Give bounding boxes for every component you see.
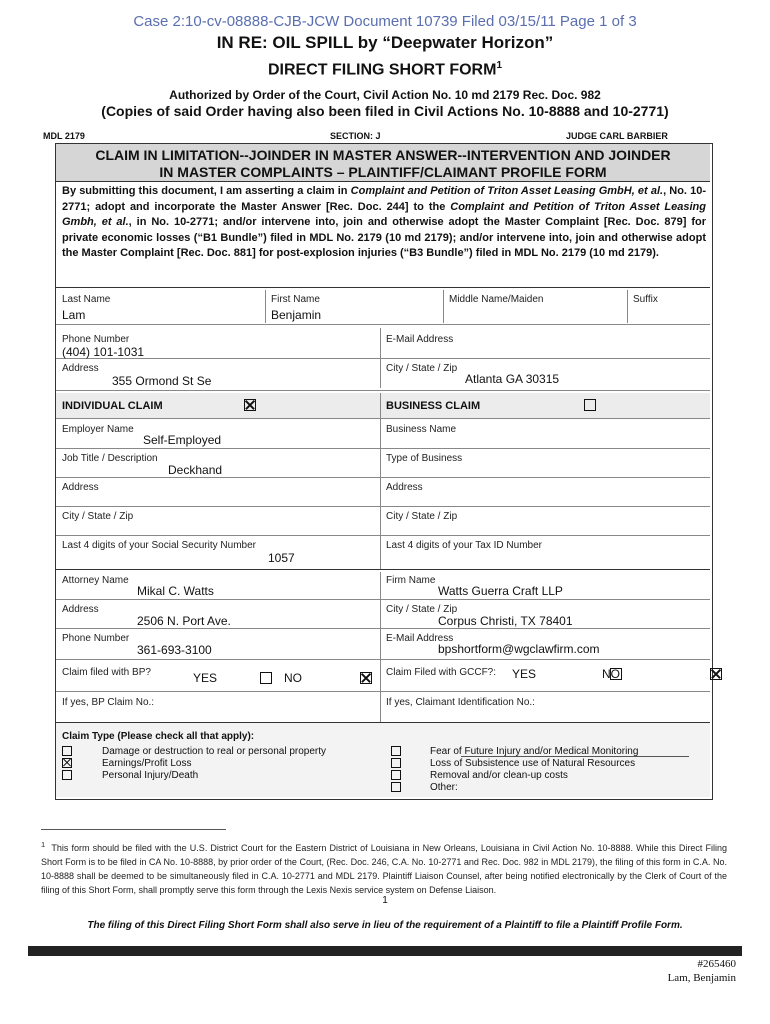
attorney-address-label: Address xyxy=(62,604,99,615)
intro-italic-1: Complaint and Petition of Triton Asset Leasing GmbH, et al. xyxy=(350,185,664,197)
individual-claim-label: INDIVIDUAL CLAIM xyxy=(62,400,163,412)
first-name-label: First Name xyxy=(271,294,320,305)
filing-note: The filing of this Direct Filing Short Form shall also serve in lieu of the requirement of a Plaintiff to file a Plaintiff Profile Form. xyxy=(87,920,683,931)
footnote-rule xyxy=(41,829,226,830)
phone-label: Phone Number xyxy=(62,334,130,345)
footnote-text: This form should be filed with the U.S. District Court for the Eastern District of Louisiana in New Orleans, Louisiana in Civil Action No. 10-8888. While this Direct Filing Short Form is to be filed in CA No. 10-8888, by prior order of the Court, (Rec. Doc. 246, C.A. No. 10-2771 and Rec. Doc. 982 in MDL 2179), the filing of this form in C.A. No. 10-8888 shall be deemed to be simultaneously filed in C.A. 10-2771 and MDL 2179. Plaintiff Liaison Counsel, after being notified electronically by the Clerk of Court of the filing of this Short Form, shall promptly serve this form through the Lexis Nexis service system on Defense Liaison. xyxy=(41,843,727,895)
form-title-footnote-mark: 1 xyxy=(496,60,502,71)
address-label: Address xyxy=(62,363,99,374)
page-number: 1 xyxy=(382,895,388,906)
business-claim-label: BUSINESS CLAIM xyxy=(386,400,481,412)
divider xyxy=(56,659,710,660)
attorney-email-field[interactable]: bpshortform@wgclawfirm.com xyxy=(438,642,600,656)
divider xyxy=(56,506,710,507)
attorney-phone-field[interactable]: 361-693-3100 xyxy=(137,643,212,657)
last-name-label: Last Name xyxy=(62,294,111,305)
business-claim-checkbox[interactable] xyxy=(584,399,596,411)
divider xyxy=(56,599,710,600)
divider xyxy=(443,290,444,323)
firm-name-field[interactable]: Watts Guerra Craft LLP xyxy=(438,584,563,598)
claim-type-label: Fear of Future Injury and/or Medical Monitoring xyxy=(430,746,639,757)
business-type-label: Type of Business xyxy=(386,453,463,464)
divider xyxy=(56,358,710,359)
claimant-id-label: If yes, Claimant Identification No.: xyxy=(386,697,535,708)
case-header: Case 2:10-cv-08888-CJB-JCW Document 10739 Filed 03/15/11 Page 1 of 3 xyxy=(133,13,637,30)
ssn-label: Last 4 digits of your Social Security Number xyxy=(62,540,256,551)
email-label: E-Mail Address xyxy=(386,334,454,345)
reference-number: #265460 xyxy=(697,958,736,970)
divider xyxy=(56,628,710,629)
ssn-field[interactable]: 1057 xyxy=(268,551,295,565)
bp-claim-label: Claim filed with BP? xyxy=(62,667,151,678)
attorney-address-field[interactable]: 2506 N. Port Ave. xyxy=(137,614,231,628)
document-title: IN RE: OIL SPILL by “Deepwater Horizon” xyxy=(216,33,554,52)
claim-type-checkbox[interactable] xyxy=(62,746,72,756)
form-title-text: DIRECT FILING SHORT FORM xyxy=(268,61,497,79)
gccf-no-label: NO xyxy=(602,667,620,681)
intro-italic-2: Complaint and Petition of Triton Asset Leasing Gmbh, et al. xyxy=(62,200,706,228)
divider xyxy=(265,290,266,323)
footnote-mark: 1 xyxy=(41,840,46,849)
bp-claim-number-label: If yes, BP Claim No.: xyxy=(62,697,155,708)
divider xyxy=(380,393,381,569)
footer-bar xyxy=(28,946,742,956)
intro-text-3: , in No. 10-2771; and/or intervene into, join and otherwise adopt the Master Complaint [Rec. Doc. 879] for private economic losses (“B1 Bundle”) filed in MDL No. 2179 (10 md 2179); and/or intervene into, join and otherwise adopt the Master Complaint [Rec. Doc. 881] for post-explosion injuries (“B3 Bundle”) filed in MDL No. 2179 (10 md 2179). xyxy=(62,216,706,259)
divider xyxy=(56,569,710,570)
claim-heading-line2: IN MASTER COMPLAINTS – PLAINTIFF/CLAIMANT PROFILE FORM xyxy=(159,164,607,180)
business-address-label: Address xyxy=(386,482,423,493)
first-name-field[interactable]: Benjamin xyxy=(271,308,322,322)
divider xyxy=(380,572,381,722)
individual-claim-checkbox[interactable] xyxy=(244,399,256,411)
claim-heading xyxy=(56,144,710,182)
city-field[interactable]: Atlanta GA 30315 xyxy=(465,372,560,386)
other-claim-input[interactable] xyxy=(461,756,689,757)
bp-yes-label: YES xyxy=(193,671,218,685)
claim-type-label: Damage or destruction to real or personal property xyxy=(102,746,327,757)
middle-name-label: Middle Name/Maiden xyxy=(449,294,544,305)
bp-no-checkbox[interactable] xyxy=(360,672,372,684)
business-name-label: Business Name xyxy=(386,424,457,435)
city-label: City / State / Zip xyxy=(386,363,458,374)
claim-type-checkbox[interactable] xyxy=(391,782,401,792)
form-title xyxy=(0,60,770,79)
divider xyxy=(56,418,710,419)
employer-field[interactable]: Self-Employed xyxy=(143,433,222,447)
mdl-number: MDL 2179 xyxy=(43,131,85,141)
section-label: SECTION: J xyxy=(330,131,381,141)
claim-type-checkbox[interactable] xyxy=(62,770,72,780)
attorney-email-label: E-Mail Address xyxy=(386,633,454,644)
reference-name: Lam, Benjamin xyxy=(667,972,736,984)
footnote xyxy=(41,838,727,897)
gccf-yes-label: YES xyxy=(512,667,537,681)
firm-name-label: Firm Name xyxy=(386,575,436,586)
claim-type-title: Claim Type (Please check all that apply): xyxy=(62,731,255,742)
attorney-city-field[interactable]: Corpus Christi, TX 78401 xyxy=(438,614,573,628)
phone-field[interactable]: (404) 101-1031 xyxy=(62,345,145,359)
claim-type-checkbox[interactable] xyxy=(391,746,401,756)
intro-paragraph xyxy=(62,184,706,262)
last-name-field[interactable]: Lam xyxy=(62,308,86,322)
divider xyxy=(56,477,710,478)
attorney-phone-label: Phone Number xyxy=(62,633,130,644)
attorney-name-field[interactable]: Mikal C. Watts xyxy=(137,584,214,598)
divider xyxy=(56,287,710,288)
intro-text-1: By submitting this document, I am asserting a claim in xyxy=(62,185,351,197)
judge-label: JUDGE CARL BARBIER xyxy=(566,131,668,141)
tax-id-label: Last 4 digits of your Tax ID Number xyxy=(386,540,542,551)
job-title-label: Job Title / Description xyxy=(62,453,158,464)
gccf-claim-label: Claim Filed with GCCF?: xyxy=(386,667,497,678)
authorization-line: Authorized by Order of the Court, Civil Action No. 10 md 2179 Rec. Doc. 982 xyxy=(169,88,601,102)
divider xyxy=(56,691,710,692)
address-field[interactable]: 355 Ormond St Se xyxy=(112,374,212,388)
divider xyxy=(627,290,628,323)
copies-line: (Copies of said Order having also been filed in Civil Actions No. 10-8888 and 10-2771) xyxy=(101,103,669,119)
employer-label: Employer Name xyxy=(62,424,134,435)
suffix-label: Suffix xyxy=(633,294,658,305)
job-title-field[interactable]: Deckhand xyxy=(168,463,223,477)
claim-heading-line1: CLAIM IN LIMITATION--JOINDER IN MASTER ANSWER--INTERVENTION AND JOINDER xyxy=(95,147,671,163)
divider xyxy=(56,535,710,536)
individual-city-label: City / State / Zip xyxy=(62,511,134,522)
claim-type-label: Earnings/Profit Loss xyxy=(102,758,192,769)
attorney-city-label: City / State / Zip xyxy=(386,604,458,615)
attorney-name-label: Attorney Name xyxy=(62,575,129,586)
claim-type-label: Personal Injury/Death xyxy=(102,770,199,781)
bp-no-label: NO xyxy=(284,671,302,685)
bp-yes-checkbox[interactable] xyxy=(260,672,272,684)
claim-type-label: Loss of Subsistence use of Natural Resources xyxy=(430,758,636,769)
gccf-no-checkbox[interactable] xyxy=(710,668,722,680)
claim-type-label: Removal and/or clean-up costs xyxy=(430,770,568,781)
divider xyxy=(56,390,710,391)
claim-type-checkbox[interactable] xyxy=(391,758,401,768)
divider xyxy=(56,324,710,325)
claim-type-label: Other: xyxy=(430,782,458,793)
divider xyxy=(56,448,710,449)
intro-text-2: , No. 10-2771; adopt and incorporate the Master Answer [Rec. Doc. 244] to the xyxy=(62,185,707,213)
claim-type-checkbox[interactable] xyxy=(391,770,401,780)
individual-address-label: Address xyxy=(62,482,99,493)
claim-type-checkbox[interactable] xyxy=(62,758,72,768)
business-city-label: City / State / Zip xyxy=(386,511,458,522)
